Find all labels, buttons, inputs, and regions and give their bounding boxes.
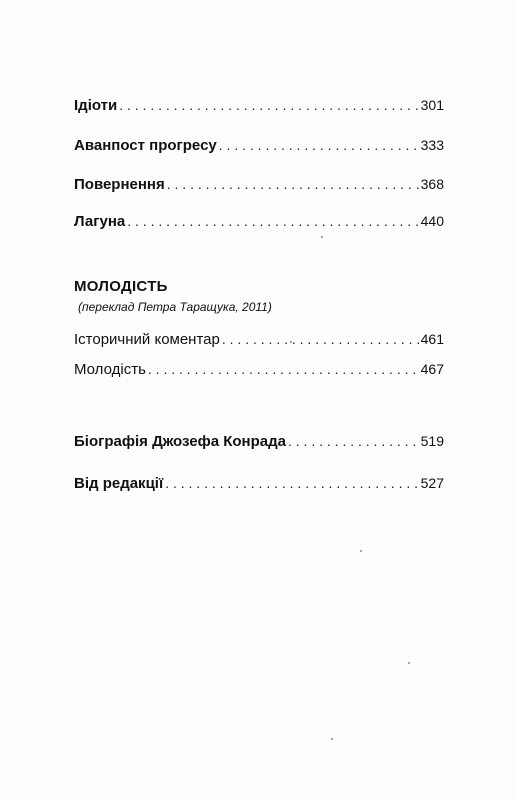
toc-entry-molodist (74, 360, 444, 379)
leader-dots (288, 432, 419, 450)
toc-entry-title: Історичний коментар (74, 331, 220, 348)
leader-dots (222, 330, 419, 348)
toc-entry-idioty (74, 96, 444, 115)
paper-speck (331, 738, 333, 740)
toc-entry-title: Аванпост прогресу (74, 137, 217, 154)
leader-dots (148, 360, 419, 378)
toc-entry-title: Повернення (74, 176, 165, 193)
toc-entry-page: 368 (420, 176, 444, 192)
toc-entry-page: 467 (420, 361, 444, 377)
toc-entry-avanpost (74, 136, 444, 155)
leader-dots (119, 96, 418, 114)
toc-entry-biohrafiia (74, 432, 444, 451)
leader-dots (219, 136, 419, 154)
toc-entry-povernennia (74, 175, 444, 194)
paper-speck (408, 662, 410, 664)
toc-entry-title: Лагуна (74, 213, 126, 230)
translator-note: (переклад Петра Таращука, 2011) (78, 300, 272, 314)
toc-entry-page: 519 (420, 433, 444, 449)
toc-entry-page: 461 (420, 331, 444, 347)
toc-entry-title: Ідіоти (74, 97, 118, 114)
toc-entry-title: Від редакції (74, 475, 164, 492)
toc-entry-vid-redaktsii (74, 474, 444, 493)
toc-entry-istorychnyi-komentar (74, 330, 444, 349)
toc-entry-laguna (74, 212, 444, 231)
paper-speck (321, 236, 323, 238)
toc-entry-page: 527 (420, 475, 444, 491)
section-heading: МОЛОДІСТЬ (74, 278, 168, 295)
toc-entry-page: 301 (420, 97, 444, 113)
leader-dots (165, 474, 418, 492)
toc-entry-page: 333 (420, 137, 444, 153)
leader-dots (167, 175, 419, 193)
paper-speck (360, 550, 362, 552)
leader-dots (127, 212, 418, 230)
toc-entry-title: Молодість (74, 361, 146, 378)
toc-entry-page: 440 (420, 213, 444, 229)
toc-entry-title: Біографія Джозефа Конрада (74, 433, 286, 450)
paper-speck (290, 341, 292, 343)
